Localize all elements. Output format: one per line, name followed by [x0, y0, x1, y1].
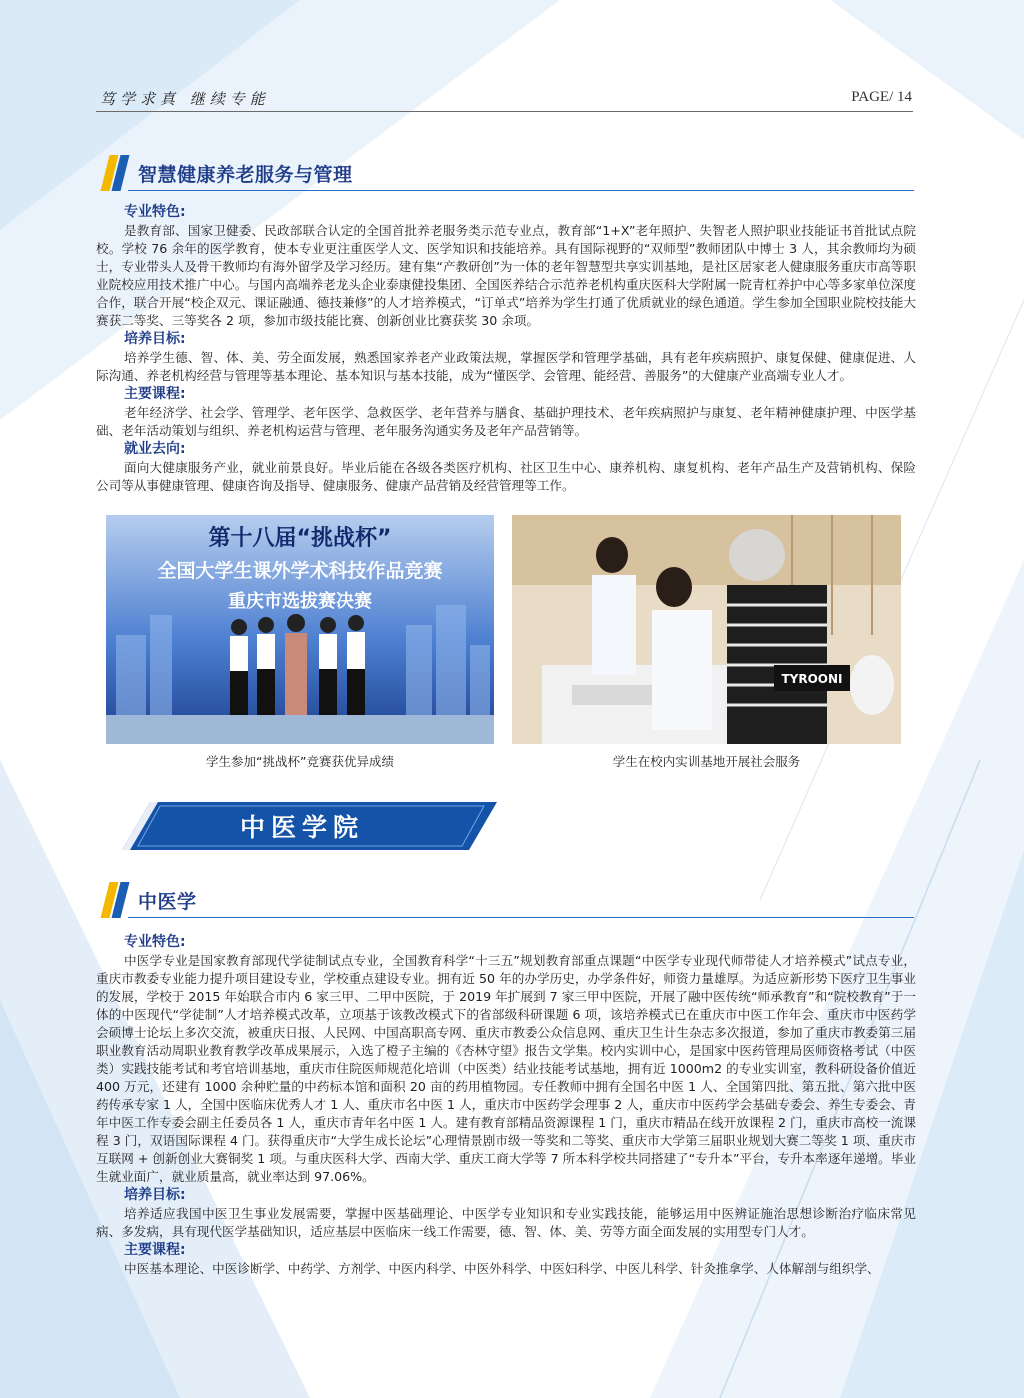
course-heading: 主要课程: — [124, 1242, 186, 1258]
course-heading: 主要课程: — [124, 386, 186, 402]
section-rule — [128, 917, 914, 918]
photo-social-service — [512, 515, 901, 744]
feature-text: 是教育部、国家卫健委、民政部联合认定的全国首批养老服务类示范专业点，教育部“1+X”老年照护、失智老人照护职业技能证书首批试点院校。学校 76 余年的医学教育，使本专业更注重医学人文、医学知识和技能培养。具有国际视野的“双师型”教师团队中博士 3 人，其余教师均为硕士，专业带头人及骨干教师均有海外留学及学习经历。建有集“产教研创”为一体的老年智慧型共享实训基地，是社区居家老人健康服务重庆市高等职业院校应用技术推广中心。与国内高端养老龙头企业泰康健投集团、全国医养结合示范养老机构重庆医科大学附属一院青杠养护中心等多家单位深度合作，联合开展“校企双元、课证融通、德技兼修”的人才培养模式，“订单式”培养为学生打通了优质就业的绿色通道。学生参加全国职业院校技能大赛获二等奖、三等奖各 2 项，参加市级技能比赛、创新创业比赛获奖 30 余项。 — [96, 223, 916, 328]
eldercare-body — [96, 203, 916, 495]
goal-heading: 培养目标: — [124, 331, 186, 347]
sleeve-text: TYROONI — [781, 672, 843, 686]
section-title-tcm — [100, 882, 197, 918]
job-text: 面向大健康服务产业，就业前景良好。毕业后能在各级各类医疗机构、社区卫生中心、康养机构、康复机构、老年产品生产及营销机构、保险公司等从事健康管理、健康咨询及指导、健康服务、健康产品营销及经营管理等工作。 — [96, 460, 916, 493]
banner-line-3: 重庆市选拔赛决赛 — [228, 591, 372, 612]
feature-heading: 专业特色: — [124, 204, 186, 220]
header-divider — [96, 111, 913, 112]
goal-text: 培养学生德、智、体、美、劳全面发展，熟悉国家养老产业政策法规，掌握医学和管理学基础，具有老年疾病照护、康复保健、健康促进、人际沟通、养老机构经营与管理等基本理论、基本知识与基本技能，成为“懂医学、会管理、能经营、善服务”的大健康产业高端专业人才。 — [96, 350, 916, 383]
banner-line-2: 全国大学生课外学术科技作品竞赛 — [157, 560, 443, 582]
section-marker-icon — [100, 155, 130, 191]
photo-caption-left: 学生参加“挑战杯”竞赛获优异成绩 — [206, 754, 394, 769]
section-marker-icon — [100, 882, 130, 918]
header-motto: 笃学求真 继续专能 — [100, 90, 270, 108]
tcm-body — [96, 933, 916, 1278]
goal-heading: 培养目标: — [124, 1187, 186, 1203]
goal-text: 培养适应我国中医卫生事业发展需要，掌握中医基础理论、中医学专业知识和专业实践技能，能够运用中医辨证施治思想诊断治疗临床常见病、多发病，具有现代医学基础知识，适应基层中医临床一线工作需要，德、智、体、美、劳等方面全面发展的实用型专门人才。 — [96, 1206, 916, 1239]
section-heading: 中医学 — [138, 890, 197, 913]
job-heading: 就业去向: — [124, 441, 186, 457]
photo-caption-right: 学生在校内实训基地开展社会服务 — [612, 754, 801, 769]
photo-challenge-cup-image — [106, 515, 494, 744]
course-text: 中医基本理论、中医诊断学、中药学、方剂学、中医内科学、中医外科学、中医妇科学、中医儿科学、针灸推拿学、人体解剖与组织学、 — [124, 1261, 880, 1276]
course-text: 老年经济学、社会学、管理学、老年医学、急救医学、老年营养与膳食、基础护理技术、老年疾病照护与康复、老年精神健康护理、中医学基础、老年活动策划与组织、养老机构运营与管理、老年服务沟通实务及老年产品营销等。 — [96, 405, 916, 438]
section-rule — [128, 190, 914, 191]
feature-heading: 专业特色: — [124, 934, 186, 950]
photo-challenge-cup — [106, 515, 494, 744]
page-number: PAGE/ 14 — [851, 89, 912, 105]
banner-line-1: 第十八届“挑战杯” — [208, 526, 392, 551]
department-banner-title: 中医学院 — [239, 813, 364, 842]
section-title-eldercare — [100, 155, 353, 191]
photo-social-service-image — [512, 515, 901, 744]
feature-text: 中医学专业是国家教育部现代学徒制试点专业，全国教育科学“十三五”规划教育部重点课题“中医学专业现代师带徒人才培养模式”试点专业，重庆市教委专业能力提升项目建设专业，学校重点建设专业。拥有近 50 年的办学历史，办学条件好，师资力量雄厚。为适应新形势下医疗卫生事业的发展，学校于 2015 年始联合市内 6 家三甲、二甲中医院，于 2019 年扩展到 7 家三甲中医院，开展了融中医传统“师承教育”和“院校教育”于一体的中医现代“学徒制”人才培养模式改革，立项基于该教改模式下的省部级科研课题 6 项，该培养模式已在重庆市中医工作年会、重庆市中医药学会硕博士论坛上多次交流，被重庆日报、人民网、中国高职高专网、重庆市教委公众信息网、重庆卫生计生杂志多次报道，参加了重庆市教委第三届职业教育活动周职业教育教学改革成果展示，入选了橙子主编的《杏林守望》报告文学集。校内实训中心，是国家中医药管理局医师资格考试（中医类）实践技能考试和考官培训基地，重庆市住院医师规范化培训（中医类）结业技能考试基地，拥有近 1000m2 的专业实训室，教科研设备价值近 400 万元，还建有 1000 余种贮量的中药标本馆和面积 20 亩的药用植物园。专任教师中拥有全国名中医 1 人、全国第四批、第五批、第六批中医药传承专家 1 人，全国中医临床优秀人才 1 人、重庆市名中医 1 人，重庆市中医药学会理事 2 人，重庆市中医药学会基础专委会、养生专委会、青年中医工作专委会副主任委员各 1 人，重庆市青年名中医 1 人。建有教育部精品资源课程 1 门，重庆市精品在线开放课程 2 门，重庆市高校一流课程 3 门，双语国际课程 4 门。获得重庆市“大学生成长论坛”心理情景剧市级一等奖和二等奖、重庆市大学第三届职业规划大赛二等奖 1 项、重庆市互联网 + 创新创业大赛铜奖 1 项。与重庆医科大学、西南大学、重庆工商大学等 7 所本科学校共同搭建了“专升本”平台，专升本率逐年递增。毕业生就业面广，就业质量高，就业率达到 97.06%。 — [96, 953, 916, 1184]
section-heading: 智慧健康养老服务与管理 — [138, 163, 353, 186]
